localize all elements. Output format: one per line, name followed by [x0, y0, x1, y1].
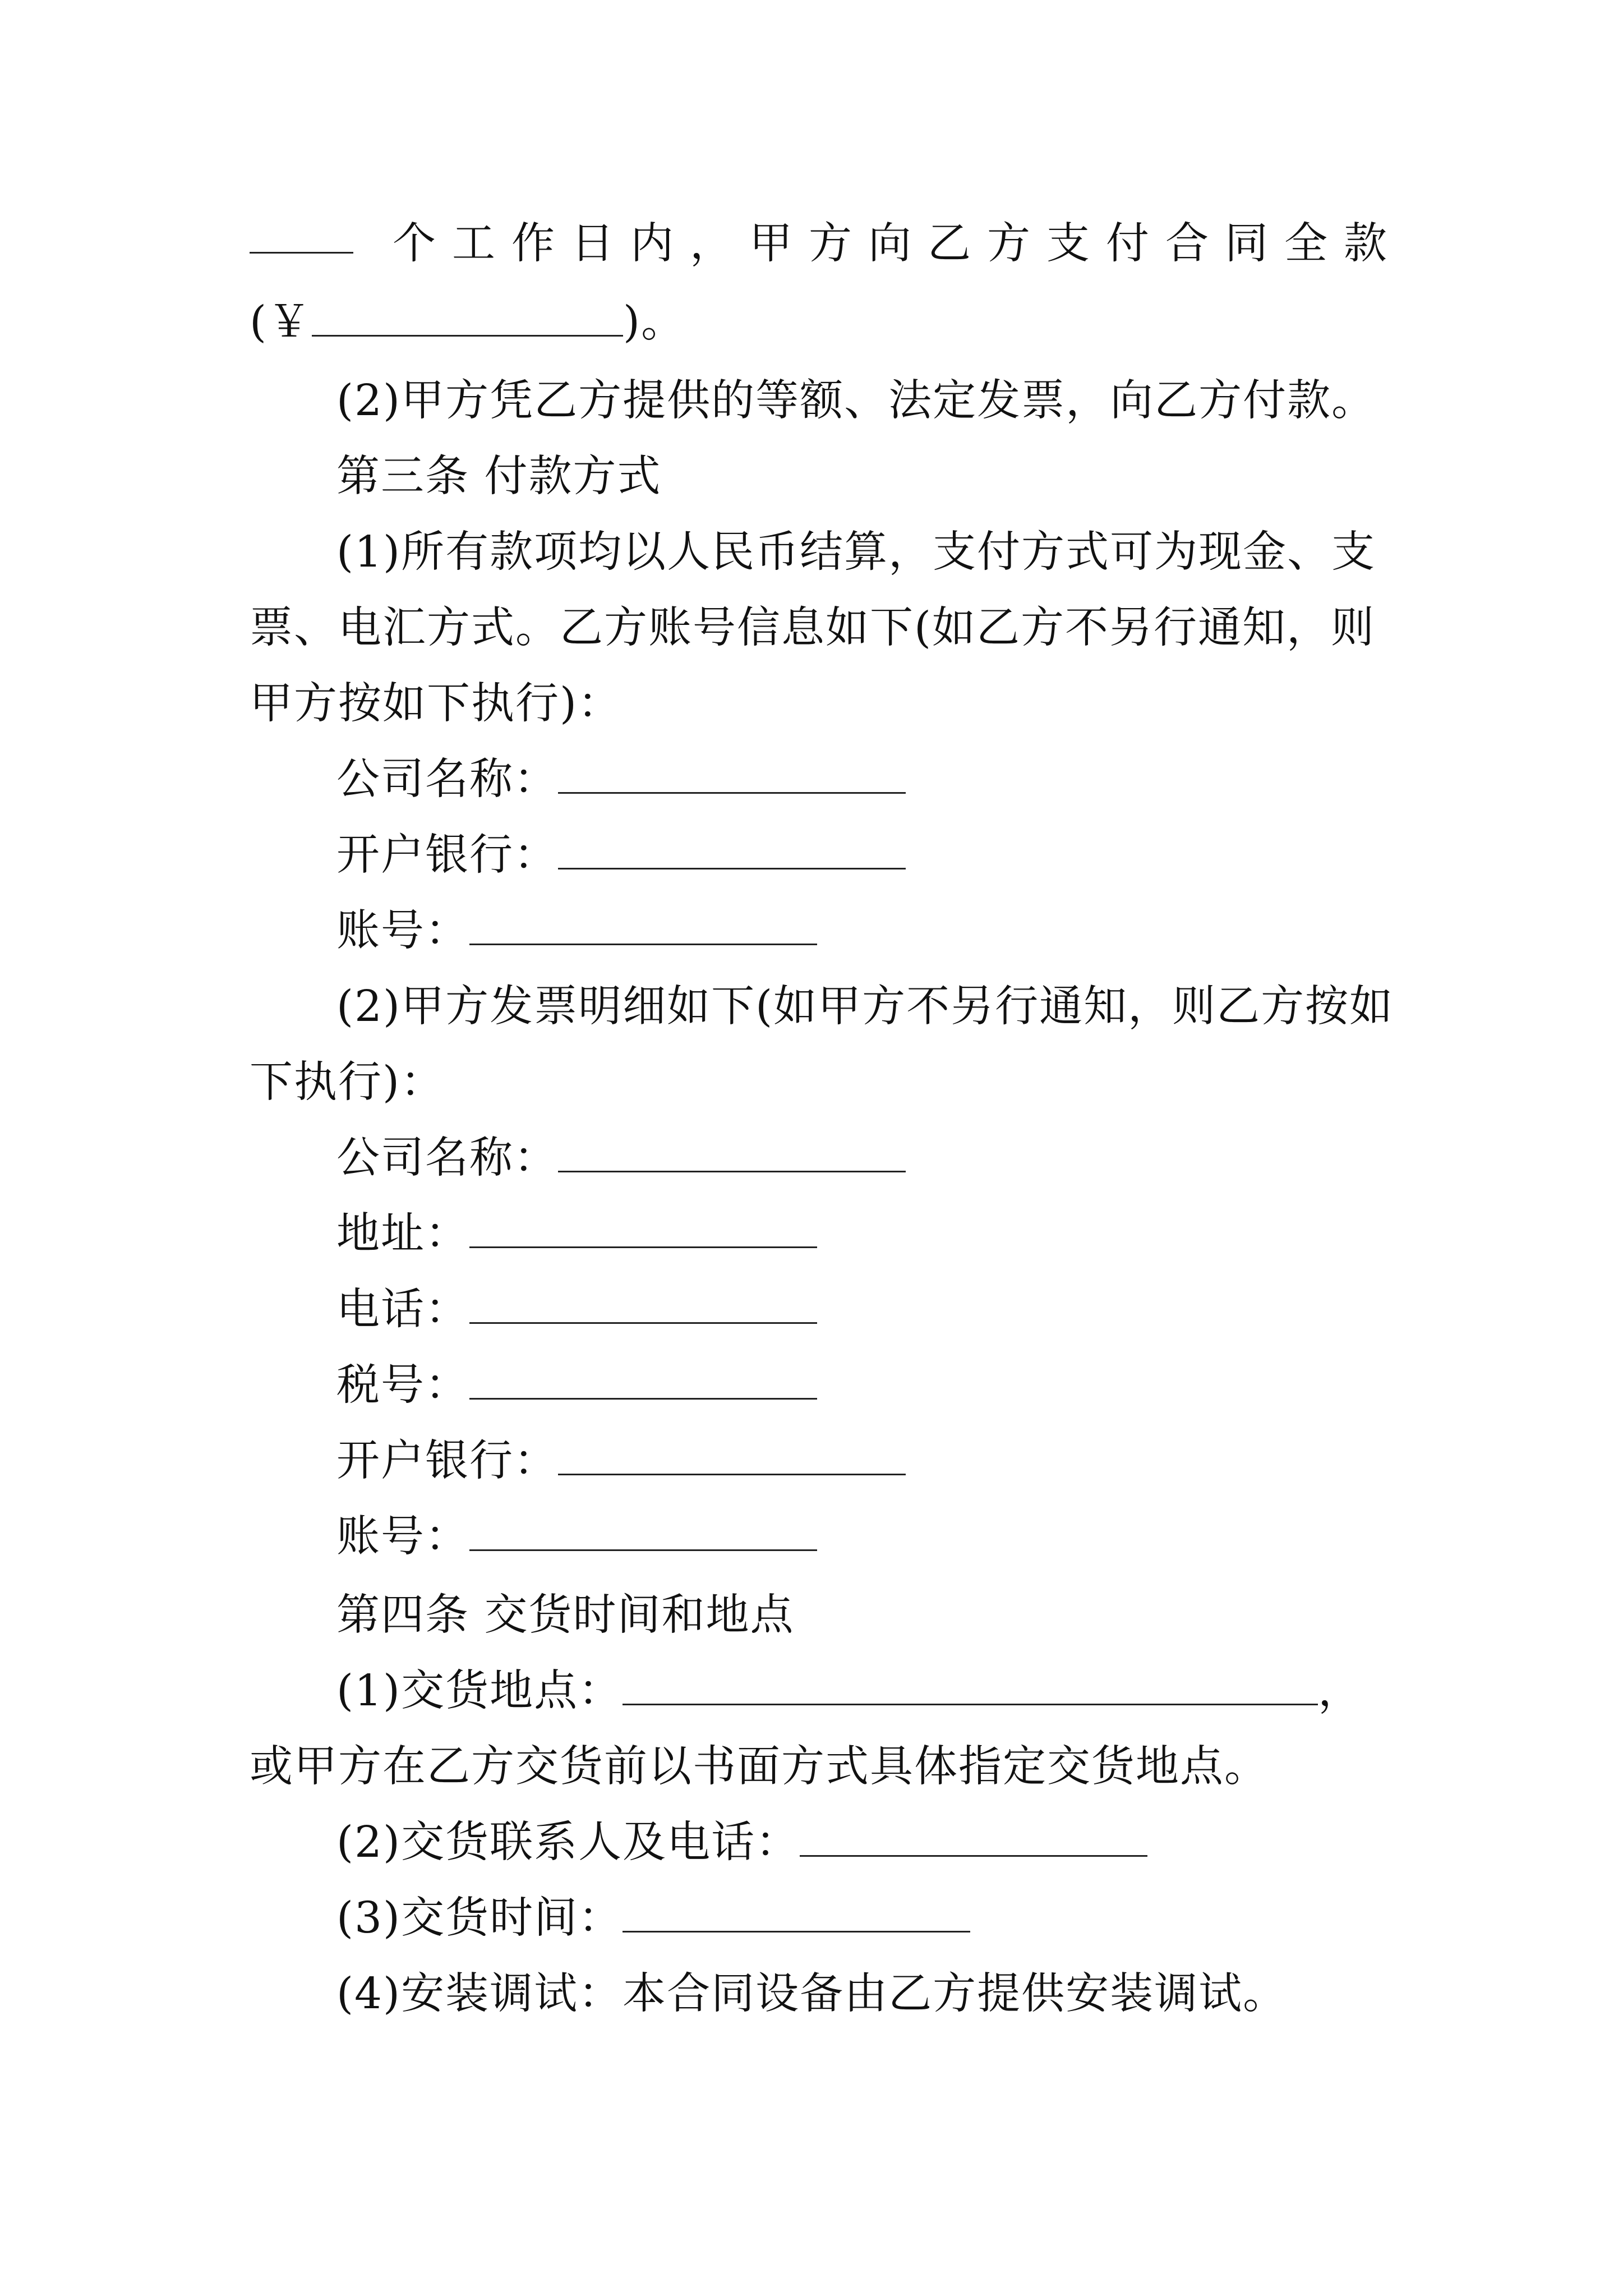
section-heading: 第三条 付款方式 — [336, 452, 662, 501]
field-line: 电话： — [336, 1282, 817, 1338]
text-line: 票、电汇方式。乙方账号信息如下(如乙方不另行通知，则 — [250, 603, 1376, 653]
spread-text: 个 工 作 日 内 ， 甲 方 向 乙 方 支 付 合 同 全 款 — [393, 219, 1388, 269]
blank-field — [558, 1438, 906, 1475]
blank-field — [558, 832, 906, 869]
field-line: 税号： — [336, 1358, 817, 1414]
text-line: (￥ )。 — [250, 297, 686, 347]
field-line: 开户银行： — [336, 827, 906, 884]
field-line: 账号： — [336, 1509, 817, 1565]
blank-field — [623, 1895, 970, 1932]
text-line: 甲方按如下执行)： — [250, 679, 623, 729]
blank-field — [469, 1211, 817, 1248]
blank-field — [800, 1819, 1147, 1857]
blank-field — [469, 1513, 817, 1551]
text-line: (1)所有款项均以人民币结算，支付方式可为现金、支 — [336, 527, 1376, 577]
field-line: 公司名称： — [336, 752, 906, 808]
field-line: (2)交货联系人及电话： — [336, 1815, 1147, 1871]
blank-field — [469, 1286, 817, 1324]
field-line: 公司名称： — [336, 1130, 906, 1186]
amount-blank — [312, 299, 623, 337]
blank-field — [250, 216, 353, 254]
text-line: (2)甲方发票明细如下(如甲方不另行通知，则乙方按如 — [336, 982, 1394, 1032]
field-line: 账号： — [336, 903, 817, 959]
blank-field — [469, 908, 817, 945]
text-line: (2)甲方凭乙方提供的等额、法定发票，向乙方付款。 — [336, 376, 1376, 426]
field-line: (3)交货时间： — [336, 1890, 970, 1947]
text-line: (4)安装调试：本合同设备由乙方提供安装调试。 — [336, 1969, 1288, 2019]
field-line: 地址： — [336, 1206, 817, 1262]
field-line: (1)交货地点： ， — [336, 1666, 1363, 1716]
blank-field — [558, 756, 906, 794]
blank-field — [623, 1668, 1318, 1705]
section-heading: 第四条 交货时间和地点 — [336, 1590, 795, 1640]
field-line: 开户银行： — [336, 1433, 906, 1489]
blank-field — [469, 1362, 817, 1400]
text-line: 或甲方在乙方交货前以书面方式具体指定交货地点。 — [250, 1742, 1269, 1792]
blank-field — [558, 1135, 906, 1172]
text-line: 下执行)： — [250, 1057, 445, 1107]
